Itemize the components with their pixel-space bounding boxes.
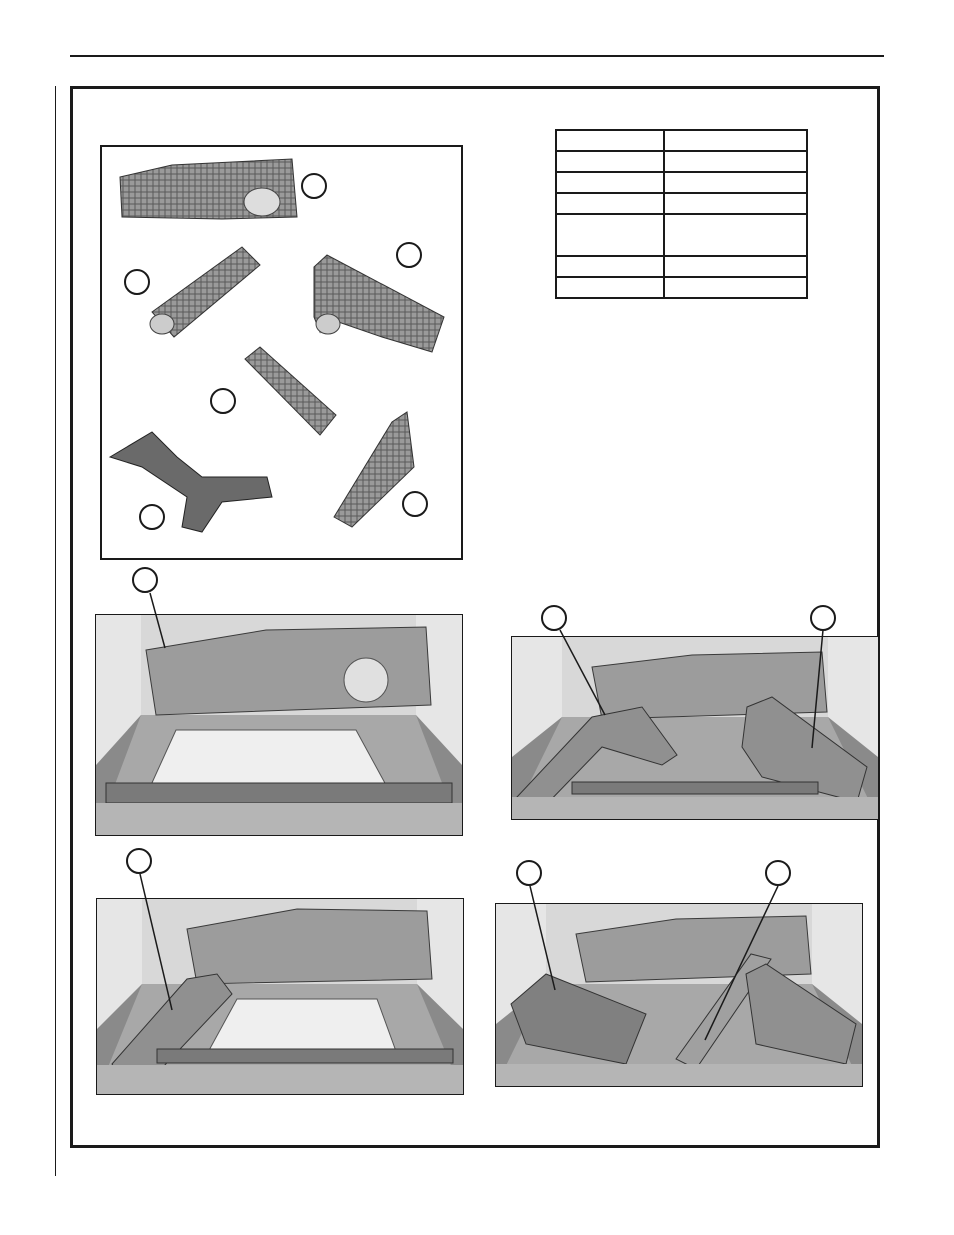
table-row <box>556 151 807 172</box>
part-cell <box>556 130 664 151</box>
log-1 <box>120 159 297 219</box>
table-row <box>556 214 807 256</box>
description-cell <box>664 172 807 193</box>
log-6 <box>334 412 414 527</box>
callout-log-1 <box>301 173 327 199</box>
part-cell <box>556 214 664 256</box>
part-cell <box>556 193 664 214</box>
part-cell <box>556 277 664 298</box>
callout-log-3 <box>396 242 422 268</box>
part-cell <box>556 172 664 193</box>
margin-rule <box>55 86 56 1176</box>
table-row <box>556 172 807 193</box>
callout-step-4-left-log <box>516 860 542 886</box>
callout-log-2 <box>124 269 150 295</box>
parts-table <box>555 129 808 299</box>
log-5 <box>110 432 272 532</box>
callout-log-5 <box>139 504 165 530</box>
callout-step-4-right-log <box>765 860 791 886</box>
table-row <box>556 130 807 151</box>
log-2 <box>150 247 260 337</box>
callout-step-2-right-log <box>810 605 836 631</box>
step-4-photo <box>495 903 863 1087</box>
step-2-photo <box>511 636 879 820</box>
description-cell <box>664 151 807 172</box>
description-cell <box>664 256 807 277</box>
log-set-parts-diagram <box>100 145 463 560</box>
callout-step-1-log <box>132 567 158 593</box>
header-rule <box>70 55 884 57</box>
description-cell <box>664 277 807 298</box>
callout-log-6 <box>402 491 428 517</box>
table-row <box>556 277 807 298</box>
callout-step-2-left-log <box>541 605 567 631</box>
callout-log-4 <box>210 388 236 414</box>
step-1-photo <box>95 614 463 836</box>
table-row <box>556 193 807 214</box>
part-cell <box>556 151 664 172</box>
callout-step-3-log <box>126 848 152 874</box>
description-cell <box>664 193 807 214</box>
table-row <box>556 256 807 277</box>
part-cell <box>556 256 664 277</box>
log-3 <box>314 255 444 352</box>
description-cell <box>664 214 807 256</box>
log-4 <box>245 347 336 435</box>
description-cell <box>664 130 807 151</box>
step-3-photo <box>96 898 464 1095</box>
